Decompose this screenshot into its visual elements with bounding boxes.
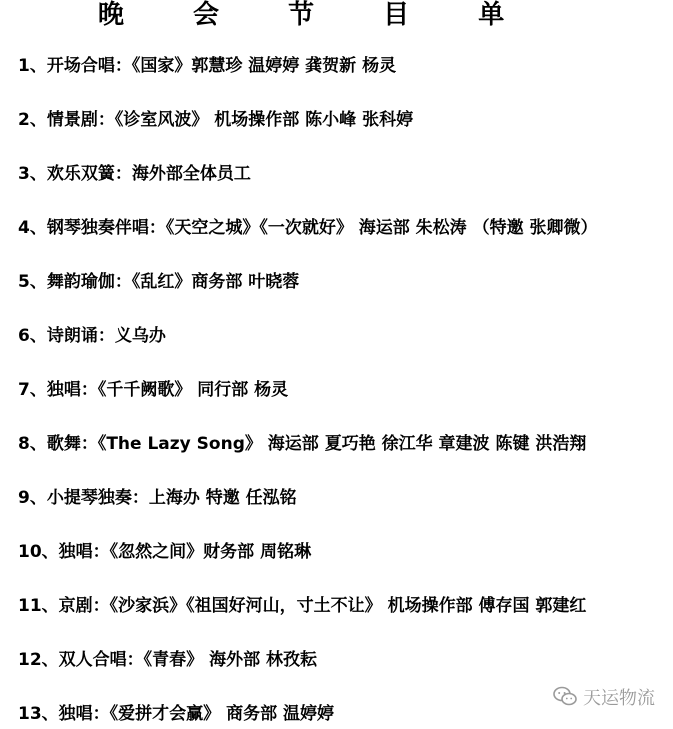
program-item-5: 5、舞韵瑜伽：《乱红》商务部 叶晓蓉 <box>18 272 300 292</box>
program-item-13: 13、独唱：《爱拼才会赢》 商务部 温婷婷 <box>18 704 334 724</box>
page-title: 晚 会 节 目 单 <box>98 0 535 30</box>
program-item-7: 7、独唱：《千千阙歌》 同行部 杨灵 <box>18 380 289 400</box>
program-item-6: 6、诗朗诵：义乌办 <box>18 326 166 346</box>
watermark <box>553 684 655 710</box>
program-item-11: 11、京剧：《沙家浜》《祖国好河山，寸土不让》 机场操作部 傅存国 郭建红 <box>18 596 587 616</box>
program-item-10: 10、独唱：《忽然之间》财务部 周铭琳 <box>18 542 312 562</box>
program-item-4: 4、钢琴独奏伴唱：《天空之城》《一次就好》 海运部 朱松涛 （特邀 张卿微） <box>18 218 598 238</box>
program-item-1: 1、开场合唱：《国家》郭慧珍 温婷婷 龚贺新 杨灵 <box>18 56 397 76</box>
watermark-text: 天运物流 <box>583 688 655 709</box>
wechat-icon <box>553 686 577 708</box>
program-item-9: 9、小提琴独奏：上海办 特邀 任泓铭 <box>18 488 297 508</box>
program-item-2: 2、情景剧：《诊室风波》 机场操作部 陈小峰 张科婷 <box>18 110 414 130</box>
program-item-8: 8、歌舞：《The Lazy Song》 海运部 夏巧艳 徐江华 章建波 陈键 洪浩翔 <box>18 434 587 454</box>
program-item-12: 12、双人合唱：《青春》 海外部 林孜耘 <box>18 650 317 670</box>
program-item-3: 3、欢乐双簧：海外部全体员工 <box>18 164 251 184</box>
